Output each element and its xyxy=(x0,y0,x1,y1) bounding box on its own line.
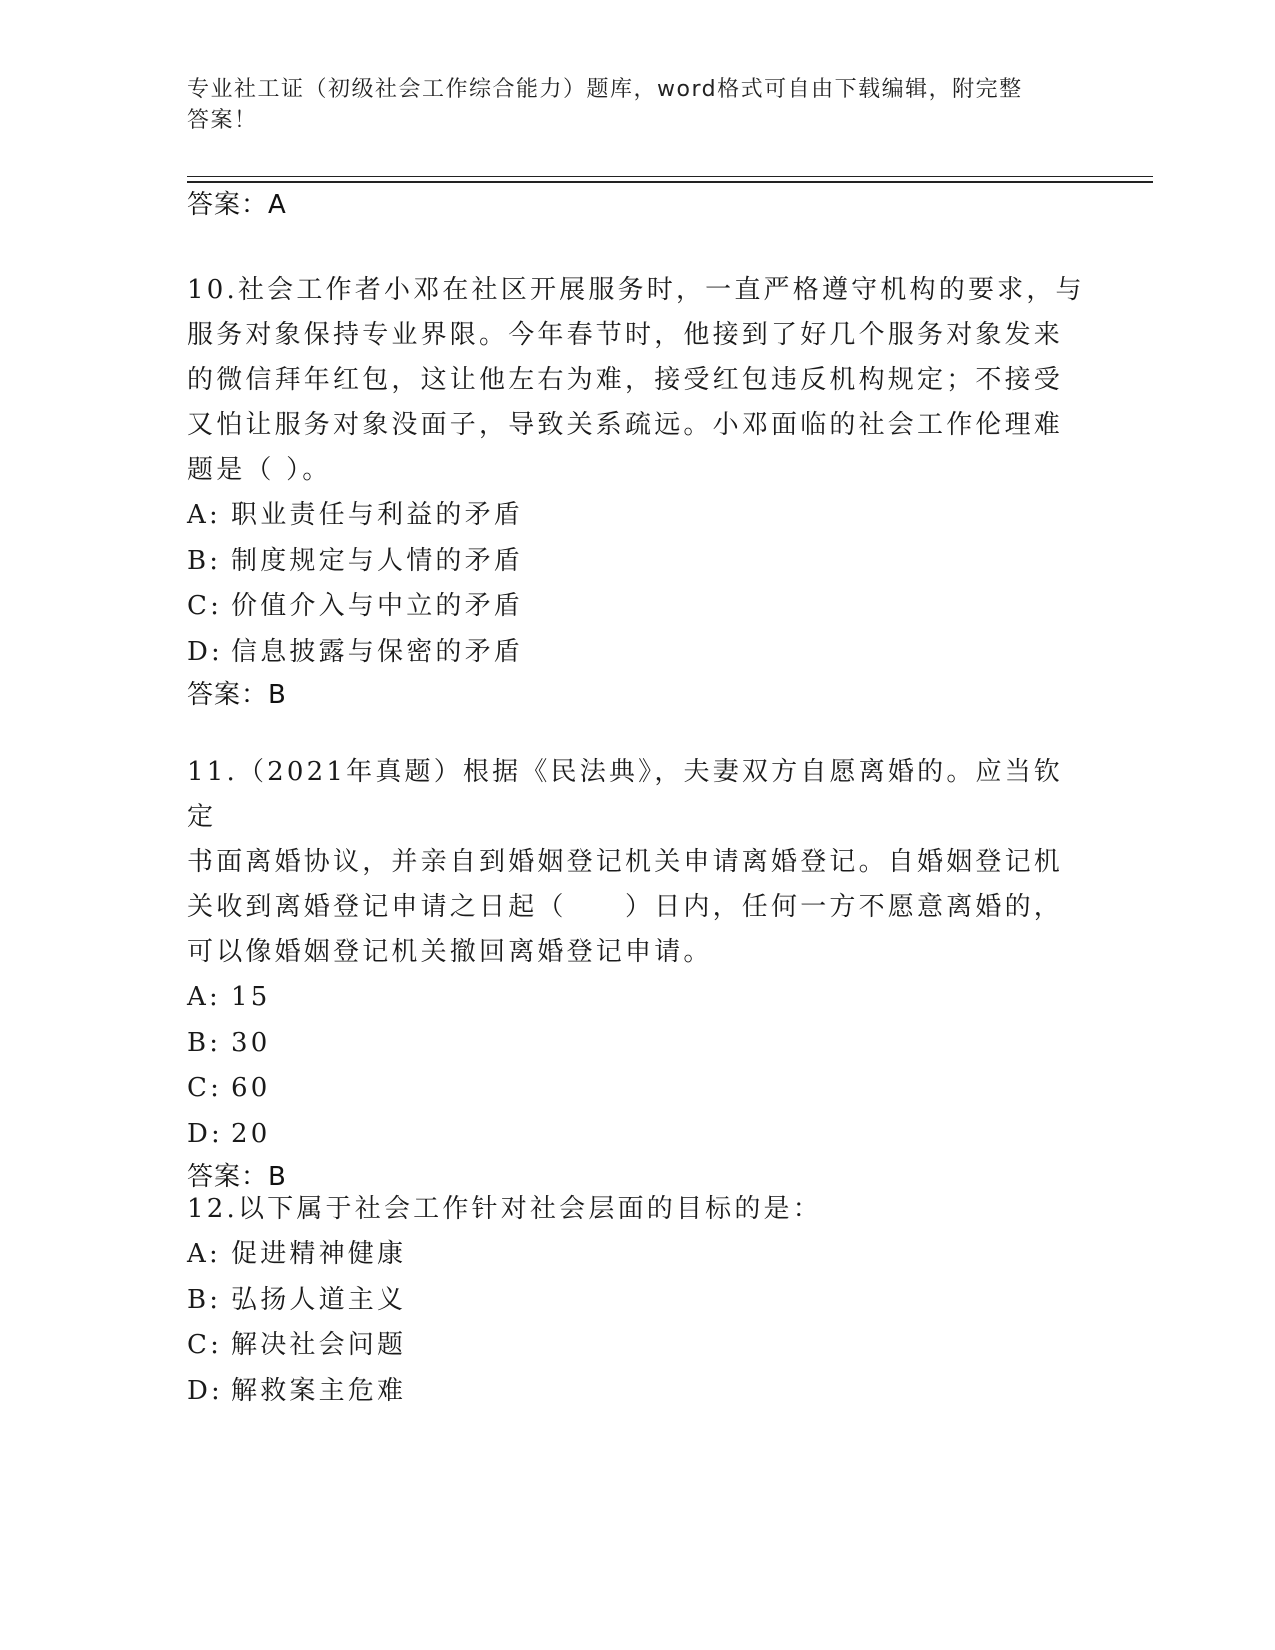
question-line: 10.社会工作者小邓在社区开展服务时，一直严格遵守机构的要求，与 xyxy=(187,275,1085,305)
header-rule-thin xyxy=(187,176,1153,177)
option-a: A: 促进精神健康 xyxy=(187,1239,407,1269)
question-line: 可以像婚姻登记机关撤回离婚登记申请。 xyxy=(187,937,713,967)
question-number: 12. xyxy=(187,1194,238,1224)
header-line-2: 答案！ xyxy=(187,108,258,133)
question-line: 11.（2021年真题）根据《民法典》，夫妻双方自愿离婚的。应当钦定 xyxy=(187,757,1064,832)
question-11 xyxy=(187,750,1087,1197)
option-d: D: 20 xyxy=(187,1118,271,1149)
question-line: 关收到离婚登记申请之日起（ ）日内，任何一方不愿意离婚的， xyxy=(187,892,1064,922)
question-line: 又怕让服务对象没面子，导致关系疏远。小邓面临的社会工作伦理难 xyxy=(187,410,1064,440)
question-number: 10. xyxy=(187,275,238,305)
header-rule-thick xyxy=(187,181,1153,183)
question-number: 11. xyxy=(187,757,238,787)
question-line: 书面离婚协议，并亲自到婚姻登记机关申请离婚登记。自婚姻登记机 xyxy=(187,847,1064,877)
question-line: 服务对象保持专业界限。今年春节时，他接到了好几个服务对象发来 xyxy=(187,320,1064,350)
question-stem xyxy=(187,1187,1087,1232)
question-line: 12.以下属于社会工作针对社会层面的目标的是： xyxy=(187,1194,822,1224)
option-b: B: 30 xyxy=(187,1027,271,1058)
option-b: B: 制度规定与人情的矛盾 xyxy=(187,545,524,576)
question-line: 的微信拜年红包，这让他左右为难，接受红包违反机构规定；不接受 xyxy=(187,365,1064,395)
option-d: D: 解救案主危难 xyxy=(187,1375,407,1406)
answer-label: 答案：B xyxy=(187,1162,287,1192)
option-d: D: 信息披露与保密的矛盾 xyxy=(187,636,524,667)
question-line: 题是（ ）。 xyxy=(187,455,332,485)
question-stem xyxy=(187,268,1087,493)
document-header xyxy=(187,74,1067,136)
question-12 xyxy=(187,1187,1087,1414)
question-10 xyxy=(187,268,1087,715)
option-a: A: 职业责任与利益的矛盾 xyxy=(187,500,524,530)
option-c: C: 60 xyxy=(187,1073,271,1103)
option-a: A: 15 xyxy=(187,982,271,1012)
header-line-1: 专业社工证（初级社会工作综合能力）题库，word格式可自由下载编辑，附完整 xyxy=(187,77,1023,102)
option-b: B: 弘扬人道主义 xyxy=(187,1284,407,1315)
answer-label: 答案：B xyxy=(187,680,287,710)
option-c: C: 价值介入与中立的矛盾 xyxy=(187,591,524,621)
question-stem xyxy=(187,750,1087,975)
option-c: C: 解决社会问题 xyxy=(187,1330,407,1360)
answer-previous: 答案：A xyxy=(187,190,287,220)
